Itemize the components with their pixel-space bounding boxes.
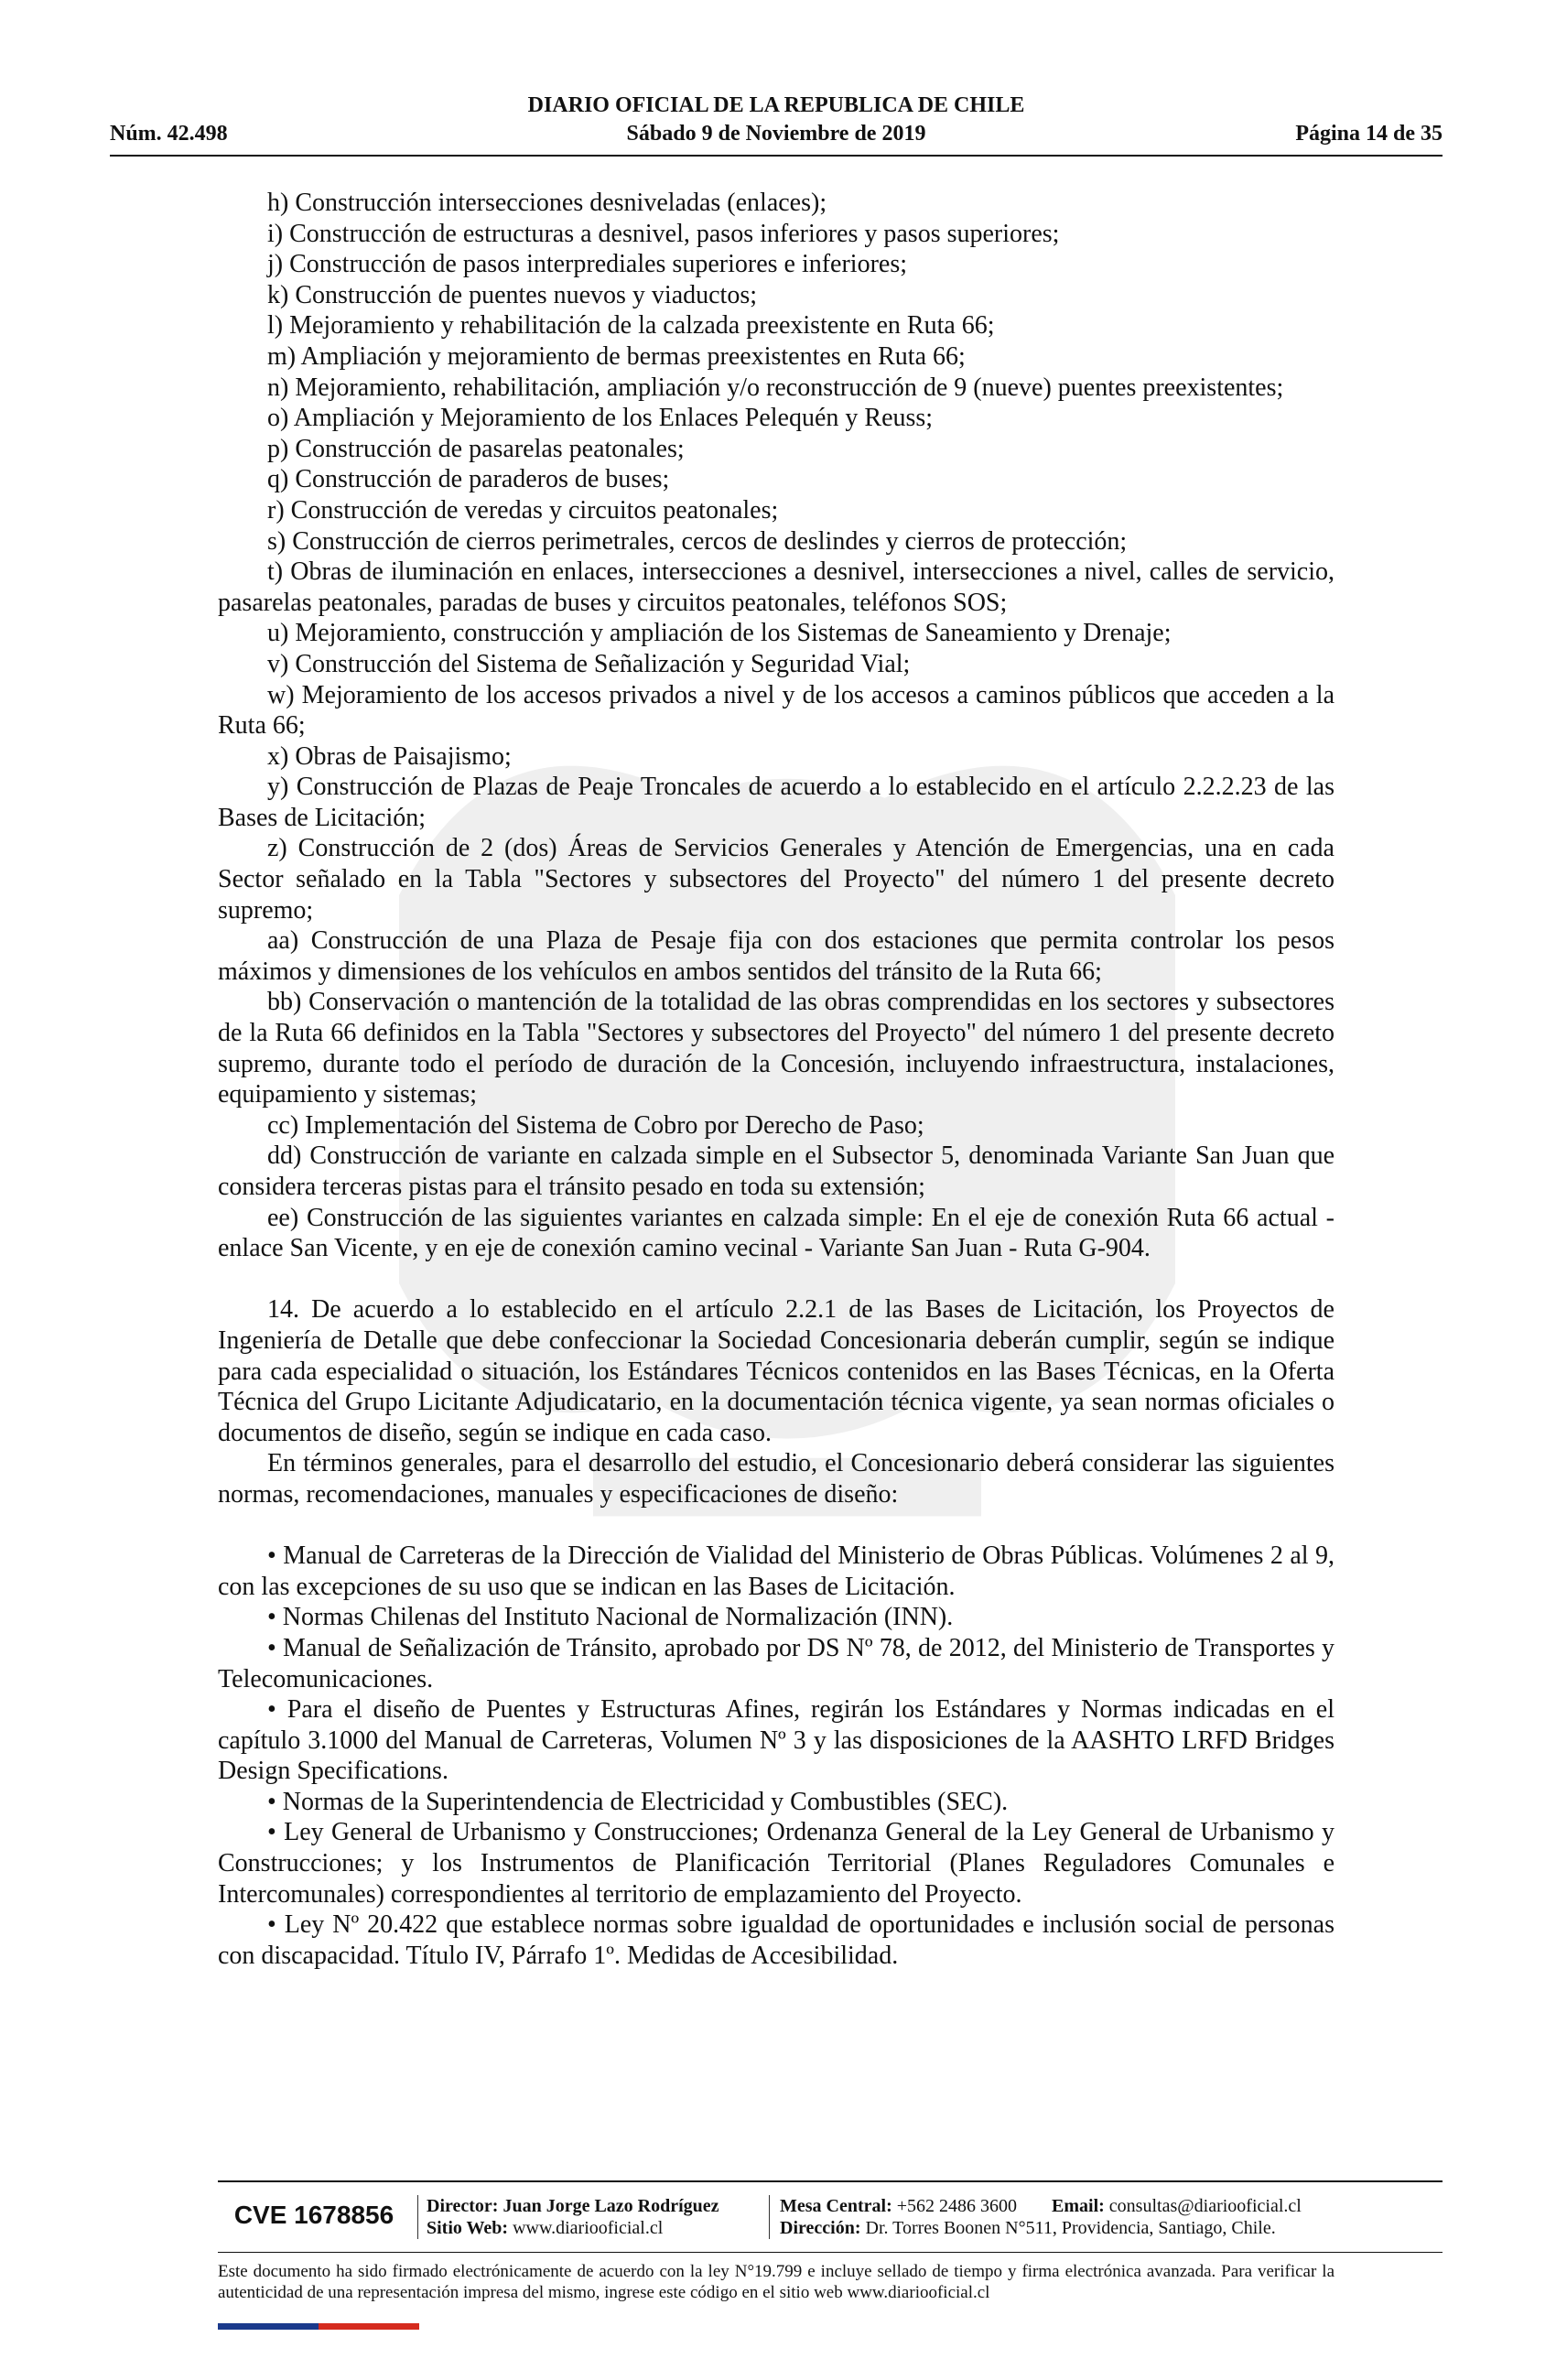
list-item: y) Construcción de Plazas de Peaje Troncales de acuerdo a lo establecido en el artículo 2.2.2.23 de las Bases de Licitación; [218, 773, 1334, 832]
header-divider [110, 155, 1443, 157]
list-item: i) Construcción de estructuras a desnivel, pasos inferiores y pasos superiores; [267, 219, 1060, 248]
flag-stripe-blue [218, 2323, 319, 2330]
list-item: aa) Construcción de una Plaza de Pesaje fija con dos estaciones que permita controlar los pesos máximos y dimensiones de los vehículos en ambos sentidos del tránsito de la Ruta 66; [218, 926, 1334, 986]
list-item: j) Construcción de pasos interprediales superiores e inferiores; [267, 250, 908, 279]
page-number: Página 14 de 35 [1295, 122, 1443, 146]
list-item: v) Construcción del Sistema de Señalización y Seguridad Vial; [267, 649, 911, 678]
list-item: l) Mejoramiento y rehabilitación de la calzada preexistente en Ruta 66; [267, 311, 995, 341]
flag-stripe-red [319, 2323, 419, 2330]
list-item: ee) Construcción de las siguientes variantes en calzada simple: En el eje de conexión Ruta 66 actual - enlace San Vicente, y en eje de conexión camino vecinal - Variante San Juan - Ruta G-904. [218, 1203, 1334, 1263]
document-body [218, 188, 1334, 1971]
email-label: Email: [1052, 2196, 1105, 2216]
list-item: t) Obras de iluminación en enlaces, intersecciones a desnivel, intersecciones a nivel, calles de servicio, pasarelas peatonales, paradas de buses y circuitos peatonales, teléfonos SOS; [218, 557, 1334, 617]
website-link[interactable]: www.diariooficial.cl [513, 2218, 664, 2238]
bullet-item: • Normas Chilenas del Instituto Nacional de Normalización (INN). [267, 1603, 954, 1632]
bullet-item: • Ley Nº 20.422 que establece normas sobre igualdad de oportunidades e inclusión social de personas con discapacidad. Título IV, Párrafo 1º. Medidas de Accesibilidad. [218, 1910, 1334, 1970]
issue-number: Núm. 42.498 [110, 122, 228, 146]
bullet-item: • Normas de la Superintendencia de Electricidad y Combustibles (SEC). [267, 1787, 1009, 1816]
page-header [110, 92, 1443, 156]
section-14-paragraph: En términos generales, para el desarrollo del estudio, el Concesionario deberá considerar las siguientes normas, recomendaciones, manuales y especificaciones de diseño: [218, 1449, 1334, 1509]
list-item: q) Construcción de paraderos de buses; [267, 465, 670, 494]
list-item: p) Construcción de pasarelas peatonales; [267, 434, 685, 463]
list-item: u) Mejoramiento, construcción y ampliación de los Sistemas de Saneamiento y Drenaje; [267, 619, 1172, 648]
phone-label: Mesa Central: [780, 2196, 892, 2216]
list-item: o) Ampliación y Mejoramiento de los Enlaces Pelequén y Reuss; [267, 404, 934, 433]
page-footer [218, 2190, 1443, 2246]
list-item: x) Obras de Paisajismo; [267, 741, 512, 771]
newspaper-title: DIARIO OFICIAL DE LA REPUBLICA DE CHILE [527, 93, 1025, 117]
footer-separator [417, 2195, 418, 2239]
bullet-item: • Manual de Señalización de Tránsito, aprobado por DS Nº 78, de 2012, del Ministerio de Transportes y Telecomunicaciones. [218, 1633, 1334, 1693]
footer-director-block [427, 2195, 719, 2239]
list-item: cc) Implementación del Sistema de Cobro por Derecho de Paso; [267, 1110, 924, 1140]
list-item: s) Construcción de cierros perimetrales, cercos de deslindes y cierros de protección; [267, 526, 1128, 556]
list-item: bb) Conservación o mantención de la totalidad de las obras comprendidas en los sectores y subsectores de la Ruta 66 definidos en la Tabla "Sectores y subsectores del Proyecto" del número 1 del presente decreto supremo, durante todo el período de duración de la Concesión, incluyendo infraestructura, instalaciones, equipamiento y sistemas; [218, 988, 1334, 1109]
list-item: r) Construcción de veredas y circuitos peatonales; [267, 495, 779, 525]
list-item: dd) Construcción de variante en calzada simple en el Subsector 5, denominada Variante San Juan que considera terceras pistas para el tránsito pesado en toda su extensión; [218, 1141, 1334, 1201]
list-item: z) Construcción de 2 (dos) Áreas de Servicios Generales y Atención de Emergencias, una en cada Sector señalado en la Tabla "Sectores y subsectores del Proyecto" del número 1 del presente decreto supremo; [218, 834, 1334, 925]
list-item: h) Construcción intersecciones desniveladas (enlaces); [267, 189, 827, 217]
footer-divider-top [218, 2180, 1443, 2182]
paragraph-gap [218, 1264, 1334, 1295]
electronic-signature-note: Este documento ha sido firmado electrónicamente de acuerdo con la ley N°19.799 e incluye sellado de tiempo y firma electrónica avanzada. Para verificar la autenticidad de una representación impresa del mismo, ingrese este código en el sitio web www.diariooficial.cl [218, 2262, 1334, 2302]
email-link[interactable]: consultas@diariooficial.cl [1108, 2196, 1302, 2216]
list-item: w) Mejoramiento de los accesos privados a nivel y de los accesos a caminos públicos que acceden a la Ruta 66; [218, 680, 1334, 741]
address-label: Dirección: [780, 2218, 861, 2238]
cve-code: CVE 1678856 [233, 2201, 394, 2229]
footer-contact-block [780, 2195, 1302, 2239]
bullet-item: • Manual de Carreteras de la Dirección de Vialidad del Ministerio de Obras Públicas. Volúmenes 2 al 9, con las excepciones de su uso que se indican en las Bases de Licitación. [218, 1542, 1334, 1601]
address-value: Dr. Torres Boonen N°511, Providencia, Santiago, Chile. [865, 2218, 1276, 2238]
director-label: Director: [427, 2196, 499, 2216]
phone-value: +562 2486 3600 [896, 2196, 1018, 2216]
issue-date: Sábado 9 de Noviembre de 2019 [626, 122, 926, 146]
chilean-flag-stripe [218, 2318, 419, 2324]
director-name: Juan Jorge Lazo Rodríguez [502, 2196, 719, 2216]
list-item: n) Mejoramiento, rehabilitación, ampliación y/o reconstrucción de 9 (nueve) puentes preexistentes; [267, 373, 1284, 402]
list-item: k) Construcción de puentes nuevos y viaductos; [267, 280, 758, 309]
paragraph-gap [218, 1510, 1334, 1542]
bullet-item: • Ley General de Urbanismo y Construcciones; Ordenanza General de la Ley General de Urbanismo y Construcciones; y los Instrumentos de Planificación Territorial (Planes Reguladores Comunales e Intercomunales) correspondientes al territorio de emplazamiento del Proyecto. [218, 1818, 1334, 1909]
list-item: m) Ampliación y mejoramiento de bermas preexistentes en Ruta 66; [267, 341, 966, 371]
footer-divider-bottom [218, 2252, 1443, 2253]
website-label: Sitio Web: [427, 2218, 509, 2238]
section-14-paragraph: 14. De acuerdo a lo establecido en el artículo 2.2.1 de las Bases de Licitación, los Proyectos de Ingeniería de Detalle que debe confeccionar la Sociedad Concesionaria deberán cumplir, según se indique para cada especialidad o situación, los Estándares Técnicos contenidos en las Bases Técnicas, en la Oferta Técnica del Grupo Licitante Adjudicatario, en la documentación técnica vigente, ya sean normas oficiales o documentos de diseño, según se indique en cada caso. [218, 1295, 1334, 1447]
bullet-item: • Para el diseño de Puentes y Estructuras Afines, regirán los Estándares y Normas indicadas en el capítulo 3.1000 del Manual de Carreteras, Volumen Nº 3 y las disposiciones de la AASHTO LRFD Bridges Design Specifications. [218, 1695, 1334, 1786]
footer-separator [769, 2195, 770, 2239]
